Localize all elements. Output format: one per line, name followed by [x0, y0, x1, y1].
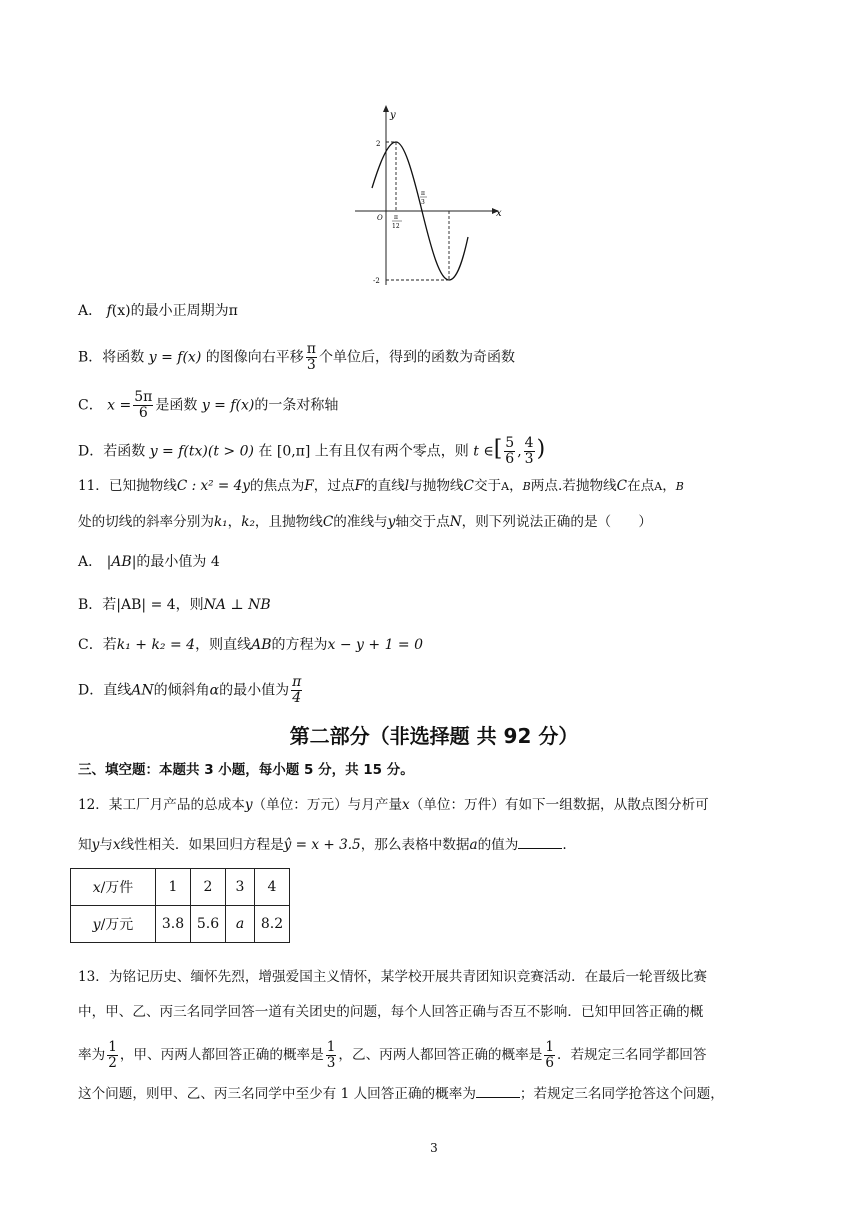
text: ，那么表格中数据 — [360, 837, 470, 853]
q12-stem-line1 — [78, 795, 709, 815]
option-text: 的最小值为 4 — [136, 554, 220, 570]
text: 率为 — [78, 1047, 106, 1063]
math-var: F — [354, 478, 365, 494]
math-expr: |AB| = 4 — [116, 597, 176, 613]
y-max-label: 2 — [376, 140, 381, 148]
text: 两点.若抛物线 — [530, 478, 617, 494]
math-var: y — [91, 837, 100, 853]
text: 这个问题，则甲、乙、丙三名同学中至少有 1 人回答正确的概率为 — [78, 1086, 476, 1102]
fraction — [291, 675, 302, 706]
text: ， — [509, 478, 523, 494]
fraction — [524, 436, 535, 467]
option-label: C． — [78, 637, 103, 653]
option-text: 的最小正周期为π — [130, 303, 238, 319]
option-text: 的图像向右平移 — [205, 349, 304, 366]
fraction-den: 3 — [306, 357, 316, 373]
option-label: D． — [78, 682, 104, 699]
section3-heading: 三、填空题：本题共 3 小题，每小题 5 分，共 15 分。 — [78, 762, 414, 778]
text: 12．某工厂月产品的总成本 — [78, 797, 245, 813]
math-var: x — [112, 837, 121, 853]
table-cell: 2 — [191, 869, 226, 906]
fraction-den: 4 — [292, 690, 302, 706]
math-var: y — [244, 797, 253, 813]
option-text: ，则直线 — [195, 637, 252, 653]
text: 的准线与 — [333, 514, 388, 530]
table-cell: 3 — [226, 869, 255, 906]
q11-option-b — [78, 595, 271, 615]
q10-option-c — [78, 390, 338, 421]
table-row — [71, 869, 290, 906]
x-axis-label: x — [496, 208, 502, 219]
math-expr: [0,π] — [276, 443, 311, 460]
q11-option-a — [78, 552, 220, 572]
q11-stem-line1 — [78, 476, 684, 497]
option-text: 的方程为 — [271, 637, 328, 653]
q13-line4 — [78, 1083, 724, 1104]
fraction-num: 5 — [505, 435, 515, 451]
text: ，则下列说法正确的是（ ） — [461, 514, 652, 530]
math-var: a — [469, 837, 478, 853]
unit: /万元 — [100, 917, 134, 933]
tick-pi-12-num: π — [394, 214, 398, 221]
math-expr: |AB| — [106, 554, 137, 570]
tick-pi-3-num: π — [421, 190, 425, 197]
text: ， — [227, 514, 242, 530]
math-expr: NA ⊥ NB — [203, 597, 271, 613]
option-text: 直线 — [103, 682, 132, 699]
bracket: ) — [536, 436, 546, 462]
expr-x: (x) — [111, 303, 131, 319]
option-text: 的倾斜角 — [153, 682, 210, 699]
q13-line1: 13．为铭记历史、缅怀先烈，增强爱国主义情怀，某学校开展共青团知识竞赛活动．在最后一轮晋级比赛 — [78, 969, 708, 985]
text: 的值为 — [477, 837, 519, 853]
q12-stem-line2 — [78, 834, 567, 855]
q13-line2: 中，甲、乙、丙三名同学回答一道有关团史的问题，每个人回答正确与否互不影响．已知甲回答正确的概 — [78, 1004, 704, 1020]
math-var: y — [387, 514, 396, 530]
fraction — [133, 390, 153, 421]
q11-stem-line2 — [78, 512, 652, 532]
text: 11．已知抛物线 — [78, 478, 177, 494]
table-row-header — [71, 869, 156, 906]
comma: , — [517, 443, 522, 460]
text: ，过点 — [313, 478, 355, 494]
math-var: C — [616, 478, 628, 494]
table-cell: 5.6 — [191, 906, 226, 943]
table-cell: 3.8 — [156, 906, 191, 943]
math-var: y — [92, 917, 101, 933]
table-cell: a — [226, 906, 255, 943]
math-var: x — [92, 880, 101, 896]
option-label: C． — [78, 397, 103, 414]
fraction — [326, 1040, 337, 1071]
math-var: F — [304, 478, 314, 494]
math-var: k₁ — [213, 514, 228, 530]
math-var: AN — [131, 682, 154, 699]
option-text: 若 — [102, 637, 117, 653]
fraction — [306, 342, 317, 373]
text: 线性相关．如果回归方程是 — [120, 837, 284, 853]
option-text: 若 — [102, 597, 117, 613]
math-var: C — [322, 514, 334, 530]
origin-label: O — [377, 214, 383, 222]
q11-option-d — [78, 675, 304, 706]
option-label: B． — [78, 349, 103, 366]
math-var: α — [209, 682, 220, 699]
math-var: l — [404, 478, 410, 494]
table-cell: 4 — [255, 869, 290, 906]
bracket: [ — [493, 436, 503, 462]
page-number: 3 — [430, 1141, 438, 1155]
q10-option-a — [78, 301, 238, 321]
math-expr: ŷ = x + 3.5 — [283, 837, 361, 853]
fraction — [504, 436, 515, 467]
option-label: B． — [78, 597, 103, 613]
math-var: C — [463, 478, 474, 494]
table-cell: 8.2 — [255, 906, 290, 943]
text: 轴交于点 — [395, 514, 450, 530]
option-text: 是函数 — [155, 397, 198, 414]
text: ， — [662, 478, 676, 494]
option-text: 个单位后，得到的函数为奇函数 — [318, 349, 515, 366]
y-axis-arrow-icon — [383, 105, 389, 112]
fraction-num: 1 — [545, 1039, 554, 1055]
q11-option-c — [78, 635, 423, 655]
text: 处的切线的斜率分别为 — [78, 514, 214, 530]
fraction-num: π — [292, 674, 302, 690]
table-row — [71, 906, 290, 943]
option-label: A． — [78, 303, 103, 319]
tick-pi-12-den: 12 — [392, 223, 400, 230]
math-expr: x − y + 1 = 0 — [327, 637, 424, 653]
math-var: N — [449, 514, 462, 530]
q10-option-d — [78, 436, 545, 467]
fraction-den: 3 — [524, 451, 534, 467]
table-cell: 1 — [156, 869, 191, 906]
text: ，乙、丙两人都回答正确的概率是 — [338, 1047, 543, 1063]
text: （单位：万元）与月产量 — [252, 797, 403, 813]
text: （单位：万件）有如下一组数据，从散点图分析可 — [409, 797, 709, 813]
math-var: A — [654, 480, 663, 493]
y-min-label: -2 — [373, 277, 380, 285]
fraction — [107, 1040, 118, 1071]
text: 与抛物线 — [409, 478, 464, 494]
q13-line3 — [78, 1040, 707, 1071]
math-expr: y = f(tx)(t > 0) — [149, 443, 254, 460]
math-expr: k₁ + k₂ = 4 — [116, 637, 196, 653]
math-var: B — [675, 480, 684, 493]
math-var: k₂ — [241, 514, 255, 530]
option-text: 在 — [258, 443, 273, 460]
text: ，甲、丙两人都回答正确的概率是 — [119, 1047, 324, 1063]
math-expr: C : x² = 4y — [176, 478, 250, 494]
answer-blank — [518, 834, 562, 849]
option-text: 若函数 — [103, 443, 146, 460]
text: 与 — [99, 837, 113, 853]
answer-blank — [476, 1083, 520, 1098]
option-label: D． — [78, 443, 104, 460]
data-table — [70, 868, 290, 943]
math-var: B — [522, 480, 531, 493]
text: 交于 — [473, 478, 502, 494]
text: . — [562, 837, 567, 853]
text: 在点 — [627, 478, 655, 494]
math-expr: y = f(x) — [148, 349, 202, 366]
math-expr: t ∈ — [473, 443, 494, 460]
text: ；若规定三名同学抢答这个问题， — [519, 1086, 724, 1102]
sine-graph — [350, 100, 510, 290]
fraction-den: 3 — [326, 1055, 336, 1071]
fraction-num: 5π — [134, 389, 153, 405]
math-var: AB — [251, 637, 272, 653]
text: 的直线 — [364, 478, 405, 494]
math-var: A — [501, 480, 510, 493]
table-row-header — [71, 906, 156, 943]
fraction-den: 6 — [138, 405, 148, 421]
fraction-den: 6 — [545, 1055, 554, 1071]
expr-f: f — [106, 303, 112, 319]
q10-option-b — [78, 342, 515, 373]
math-expr: x = — [107, 397, 132, 414]
math-expr: y = f(x) — [201, 397, 255, 414]
fraction-num: 1 — [108, 1039, 117, 1055]
fraction — [544, 1040, 555, 1071]
option-label: A． — [78, 554, 103, 570]
text: ．若规定三名同学都回答 — [556, 1047, 707, 1063]
math-var: x — [402, 797, 410, 813]
option-text: 的最小值为 — [219, 682, 290, 699]
text: 知 — [78, 837, 92, 853]
fraction-den: 6 — [505, 451, 515, 467]
fraction-num: 1 — [326, 1039, 336, 1055]
option-text: 上有且仅有两个零点，则 — [314, 443, 469, 460]
fraction-num: π — [306, 341, 316, 357]
unit: /万件 — [100, 880, 134, 896]
option-text: 将函数 — [102, 349, 145, 366]
option-text: 的一条对称轴 — [254, 397, 339, 414]
tick-pi-3-den: 3 — [421, 199, 425, 206]
fraction-num: 4 — [524, 435, 534, 451]
text: 的焦点为 — [249, 478, 305, 494]
text: ，且抛物线 — [254, 514, 323, 530]
option-text: ，则 — [175, 597, 204, 613]
fraction-den: 2 — [108, 1055, 117, 1071]
part2-title: 第二部分（非选择题 共 92 分） — [289, 724, 579, 748]
y-axis-label: y — [390, 110, 396, 121]
